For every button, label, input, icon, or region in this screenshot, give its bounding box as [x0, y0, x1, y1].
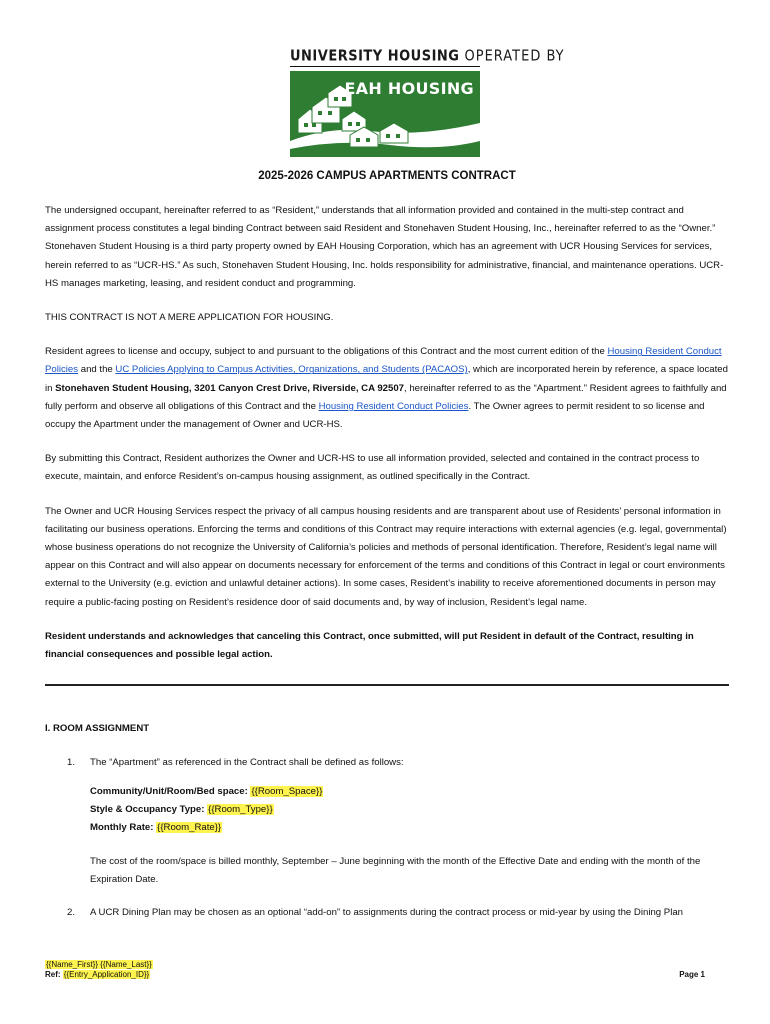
eah-logo [290, 71, 480, 157]
not-application-paragraph: THIS CONTRACT IS NOT A MERE APPLICATION FOR HOUSING. [45, 312, 334, 324]
section-title-room-assignment: I. ROOM ASSIGNMENT [45, 723, 150, 735]
section-divider [45, 684, 729, 686]
privacy-paragraph: The Owner and UCR Housing Services respect the privacy of all campus housing residents and are transparent about use of Residents’ personal information in facilitating our business operations. Enforcing the terms and conditions of this Contract may require interactions with external agencies (e.g. legal, governmental) whose business operations do not recognize the University of California’s policies and methods of personal identification. Therefore, Resident’s legal name will appear on this Contract and will also appear on documents necessary for enforcement of the terms and conditions of this Contract in legal or court environments external to the University (e.g. eviction and unlawful detainer actions). In some cases, Resident’s inability to receive aforementioned documents in person may require a public-facing posting on Resident’s residence door of said documents and, by way of inclusion, Resident’s legal name. [45, 505, 727, 608]
footer-left [45, 960, 153, 980]
page-title: 2025-2026 CAMPUS APARTMENTS CONTRACT [258, 170, 516, 182]
cancel-notice-paragraph: Resident understands and acknowledges that canceling this Contract, once submitted, will put Resident in default of the Contract, resulting in financial consequences and possible legal action. [45, 630, 694, 661]
license-text-e: . The Owner agrees to permit resident to so license and occupy the Apartment under the management of Owner and UCR-HS. [45, 400, 705, 431]
list-item-1 [45, 754, 729, 889]
header-logo-block [290, 48, 565, 157]
location-text: Stonehaven Student Housing, 3201 Canyon Crest Drive, Riverside, CA 92507 [55, 382, 405, 394]
authorize-paragraph: By submitting this Contract, Resident authorizes the Owner and UCR-HS to use all information provided, selected and contained in the contract process to execute, maintain, and enforce Resident’s on-campus housing assignment, as outlined specifically in the Contract. [45, 453, 700, 483]
item-number: 1. [67, 757, 76, 769]
list-item-2 [45, 904, 729, 922]
item-number: 2. [67, 906, 76, 918]
field-label: Community/Unit/Room/Bed space: [90, 785, 248, 797]
field-room-rate [90, 819, 729, 837]
license-text-a: Resident agrees to license and occupy, subject to and pursuant to the obligations of this Contract and the most current edition of the [45, 346, 608, 358]
field-value-placeholder: {{Room_Rate}} [157, 822, 222, 834]
billing-text: The cost of the room/space is billed monthly, September – June beginning with the month of the Effective Date and ending with the month of the Expiration Date. [90, 856, 701, 886]
field-value-placeholder: {{Room_Type}} [208, 803, 273, 815]
intro-paragraph: The undersigned occupant, hereinafter referred to as “Resident,” understands that all information provided and contained in the multi-step contract and assignment process constitutes a legal binding Contract between said Resident and Stonehaven Student Housing, Inc., hereinafter referred to as the “Owner.” Stonehaven Student Housing is a third party property owned by EAH Housing Corporation, which has an agreement with UCR Housing Services for services, herein referred to as “UCR-HS.” As such, Stonehaven Student Housing, Inc. holds responsibility for administrative, financial, and maintenance operations. UCR-HS manages marketing, leasing, and resident conduct and programming. [45, 205, 724, 289]
license-text-d: , hereinafter referred to as the “Apartment.” Resident agrees to faithfully and fully perform and observe all obligations of this Contract and the [45, 382, 727, 412]
license-paragraph [45, 343, 729, 434]
logo-name: EAH HOUSING [344, 79, 474, 98]
footer-ref-placeholder: {{Entry_Application_ID}} [63, 970, 150, 979]
footer-name-placeholder: {{Name_First}} {{Name_Last}} [46, 960, 152, 969]
brand-university-housing: UNIVERSITY HOUSING [290, 48, 460, 66]
brand-rule [290, 66, 480, 67]
field-label: Monthly Rate: [90, 822, 154, 834]
contract-body [45, 168, 729, 932]
field-room-space [90, 783, 729, 801]
conduct-policies-link[interactable]: Housing Resident Conduct Policies [45, 346, 722, 376]
conduct-policies-link-2[interactable]: Housing Resident Conduct Policies [318, 400, 469, 412]
brand-operated-by: OPERATED BY [464, 48, 565, 66]
brand-line [290, 48, 565, 66]
item-text: The “Apartment” as referenced in the Contract shall be defined as follows: [90, 757, 404, 769]
license-text-b: and the [78, 364, 116, 376]
field-label: Style & Occupancy Type: [90, 803, 205, 815]
item-text: A UCR Dining Plan may be chosen as an optional “add-on” to assignments during the contract process or mid-year by using the Dining Plan [90, 906, 683, 918]
field-room-type [90, 801, 729, 819]
footer-ref-label: Ref: [45, 970, 61, 979]
license-text-c: , which are incorporated herein by reference, a space located in [45, 364, 728, 394]
field-value-placeholder: {{Room_Space}} [251, 785, 323, 797]
pacaos-link[interactable]: UC Policies Applying to Campus Activities, Organizations, and Students (PACAOS) [115, 364, 468, 376]
page-number: Page 1 [679, 970, 705, 979]
